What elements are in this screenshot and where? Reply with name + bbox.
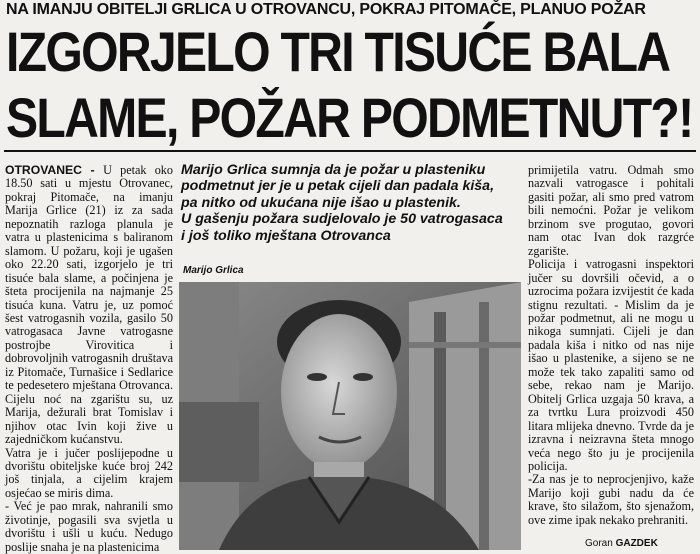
article-paragraph: OTROVANEC - U petak oko 18.50 sati u mjestu Otrovanec, pokraj Pitomače, na imanju Marija Grlice (21) iz za sada nepoznatih razloga planula je vatra u plastenicima s baliranom slamom. U požaru, koji je ugašen oko 22.20 sati, izgorjelo je tri tisuće bala slame, a počinjena je šteta procijenila na najmanje 25 tisuća kuna. Vatru je, uz pomoć šest vatrogasnih vozila, gasilo 50 vatrogasaca Javne vatrogasne postrojbe Virovitica i dobrovoljnih vatrogasnih društava iz Pitomače, Turnašice i Sedlarice te pedesetero mještana Otrovanca. Cijelu noć na zgarištu su, uz Marija, dežurali brat Tomislav i njihov otac Ivin koji žive u zajedničkom kućanstvu. xyxy=(5,163,173,447)
headline-line-1: IZGORJELO TRI TISUĆE BALA xyxy=(6,20,670,83)
portrait-photo xyxy=(179,282,521,550)
article-column-left xyxy=(5,164,173,554)
article-paragraph: - Već je pao mrak, nahranili smo životinje, pogasili sva svjetla u dvorištu i ušli u kuću. Nedugo poslije snaha je na plastenicima xyxy=(5,499,173,554)
article-paragraph: Vatra je i jučer poslijepodne u dvorištu obiteljske kuće broj 242 još tinjala, a cijelim krajem osjećao se miris dima. xyxy=(5,445,173,500)
photo-credit: Marijo Grlica xyxy=(183,265,244,276)
article-paragraph: -Za nas je to neprocjenjivo, kaže Marijo koji gubi nadu da će krave, što silažom, što sjenažom, ove zime ipak nekako prehraniti. xyxy=(528,472,694,527)
kicker: NA IMANJU OBITELJI GRLICA U OTROVANCU, POKRAJ PITOMAČE, PLANUO POŽAR xyxy=(6,1,646,18)
article-column-right xyxy=(528,164,694,527)
article-paragraph: Policija i vatrogasni inspektori jučer su dovršili očevid, a o uzrocima požara izvijestit će kada stignu rezultati. - Mislim da je požar podmetnut, ali ne mogu u nikoga sumnjati. Cijeli je dan padala kiša i nitko od nas nije išao u plastenike, a sijeno se ne može tek tako zapaliti samo od sebe, rekao nam je Marijo. Obitelj Grlica uzgaja 50 krava, a za tvrtku Lura proizvodi 450 litara mlijeka dnevno. Tvrde da je izravna i neizravna šteta mnogo veća nego što ju je procijenila policija. xyxy=(528,257,694,473)
article-paragraph: primijetila vatru. Odmah smo nazvali vatrogasce i pohitali gasiti požar, ali smo pred vatrom bili nemoćni. Požar je velikom brzinom sve progutao, govori nam otac Ivan dok razgrće zgarište. xyxy=(528,163,694,258)
headline-line-2: SLAME, POŽAR PODMETNUT?! xyxy=(6,86,693,149)
headline-rule xyxy=(4,150,696,152)
dateline: OTROVANEC - xyxy=(5,163,104,177)
byline: Goran GAZDEK xyxy=(585,538,658,549)
photo-caption: Marijo Grlica sumnja da je požar u plasteniku podmetnut jer je u petak cijeli dan padala kiša, pa nitko od ukućana nije išao u plastenik. U gašenju požara sudjelovalo je 50 vatrogasaca i još toliko mještana Otrovanca xyxy=(181,162,503,244)
